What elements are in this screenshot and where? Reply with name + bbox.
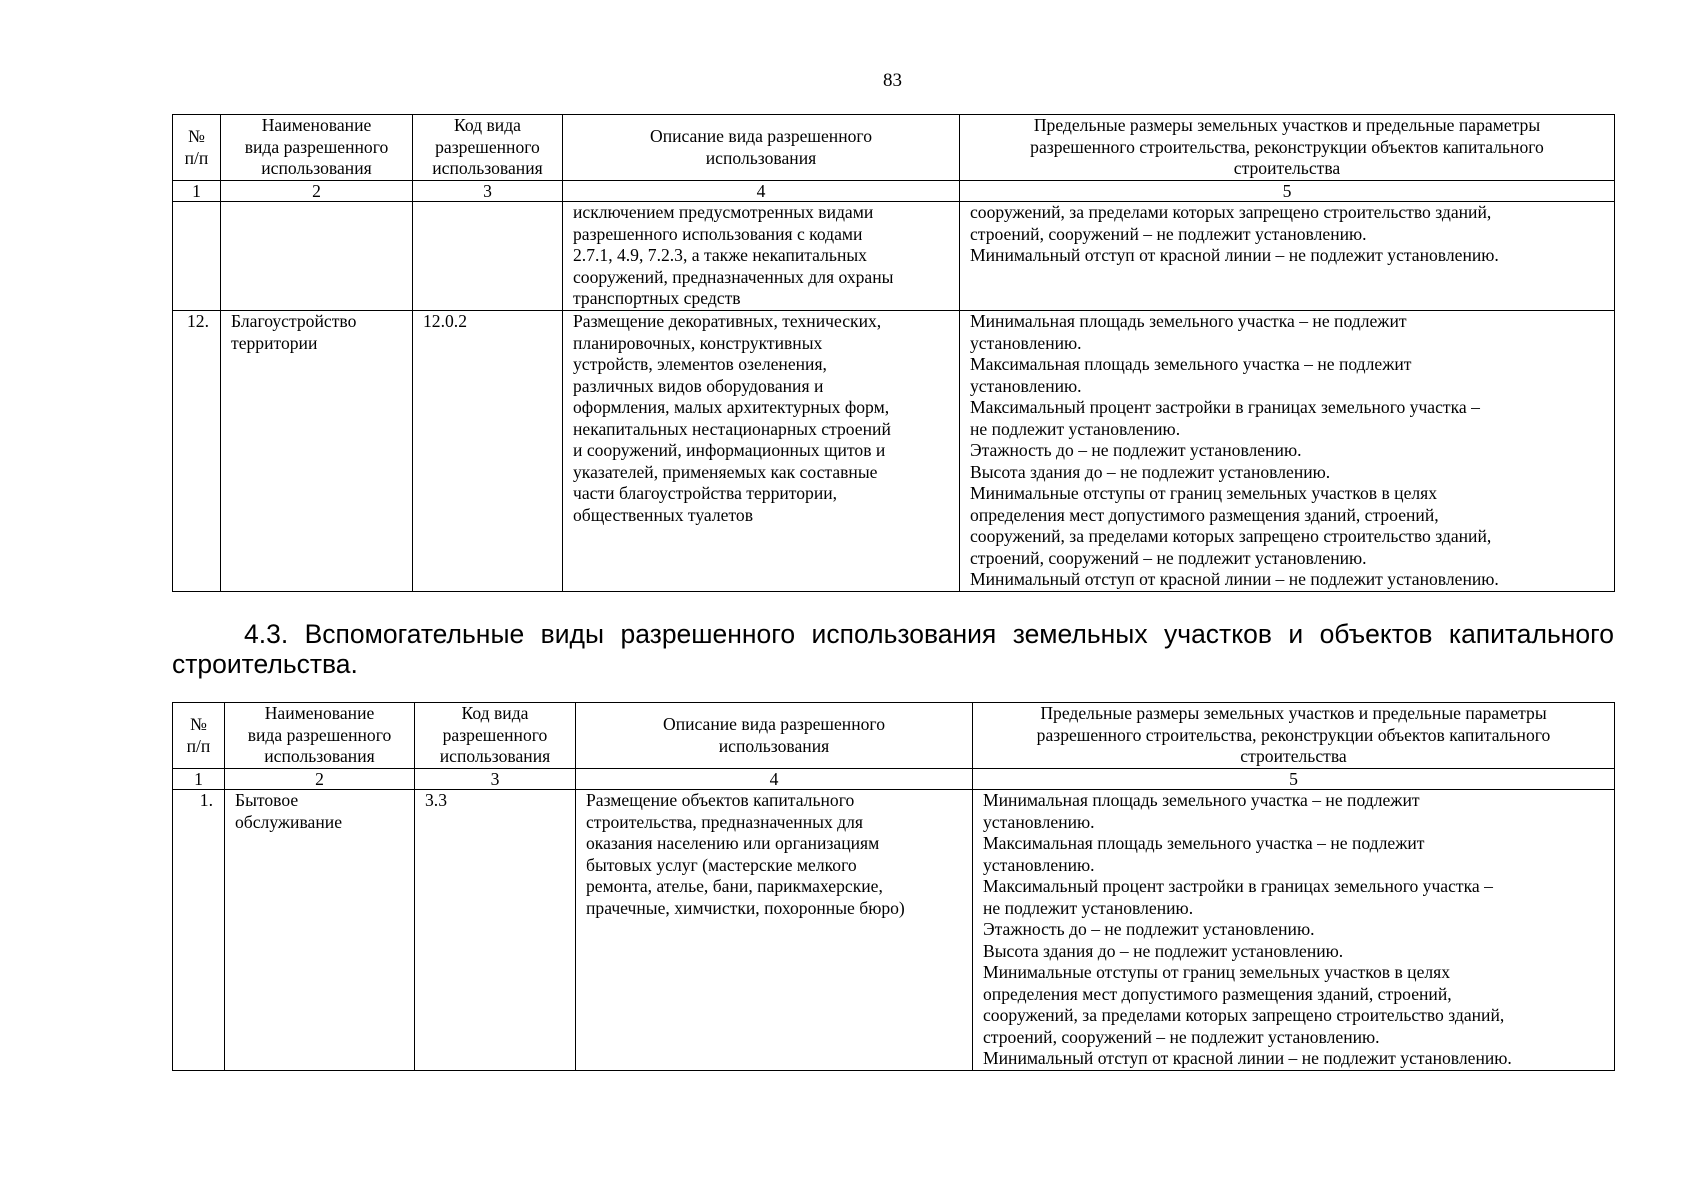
column-number: 5 [960, 181, 1615, 202]
use-code: 3.3 [415, 790, 576, 1071]
header-limit-parameters: Предельные размеры земельных участков и предельные параметры разрешенного строительства, реконструкции объектов капитального строительства [960, 115, 1615, 181]
use-name: Благоустройство территории [221, 311, 413, 592]
header-use-description: Описание вида разрешенного использования [563, 115, 960, 181]
header-use-description: Описание вида разрешенного использования [576, 703, 973, 769]
use-name: Бытовое обслуживание [225, 790, 415, 1071]
column-number: 1 [173, 181, 221, 202]
column-number: 4 [563, 181, 960, 202]
limit-parameters: сооружений, за пределами которых запрещено строительство зданий, строений, сооружений – не подлежит установлению. Минимальный отступ от красной линии – не подлежит установлению. [960, 202, 1615, 311]
column-number-row [173, 181, 1615, 202]
header-use-name: Наименование вида разрешенного использования [221, 115, 413, 181]
header-use-code: Код вида разрешенного использования [413, 115, 563, 181]
column-number-row [173, 769, 1615, 790]
column-number: 4 [576, 769, 973, 790]
header-use-code: Код вида разрешенного использования [415, 703, 576, 769]
column-number: 3 [415, 769, 576, 790]
use-description: исключением предусмотренных видами разрешенного использования с кодами 2.7.1, 4.9, 7.2.3, а также некапитальных сооружений, предназначенных для охраны транспортных средств [563, 202, 960, 311]
column-number: 2 [225, 769, 415, 790]
header-limit-parameters: Предельные размеры земельных участков и предельные параметры разрешенного строительства, реконструкции объектов капитального строительства [973, 703, 1615, 769]
table-header-row [173, 115, 1615, 181]
header-use-name: Наименование вида разрешенного использования [225, 703, 415, 769]
use-description: Размещение декоративных, технических, планировочных, конструктивных устройств, элементов озеленения, различных видов оборудования и оформления, малых архитектурных форм, некапитальных нестационарных строений и сооружений, информационных щитов и указателей, применяемых как составные части благоустройства территории, общественных туалетов [563, 311, 960, 592]
limit-parameters: Минимальная площадь земельного участка – не подлежит установлению. Максимальная площадь земельного участка – не подлежит установлению. Максимальный процент застройки в границах земельного участка – не подлежит установлению. Этажность до – не подлежит установлению. Высота здания до – не подлежит установлению. Минимальные отступы от границ земельных участков в целях определения мест допустимого размещения зданий, строений, сооружений, за пределами которых запрещено строительство зданий, строений, сооружений – не подлежит установлению. Минимальный отступ от красной линии – не подлежит установлению. [960, 311, 1615, 592]
limit-parameters: Минимальная площадь земельного участка – не подлежит установлению. Максимальная площадь земельного участка – не подлежит установлению. Максимальный процент застройки в границах земельного участка – не подлежит установлению. Этажность до – не подлежит установлению. Высота здания до – не подлежит установлению. Минимальные отступы от границ земельных участков в целях определения мест допустимого размещения зданий, строений, сооружений, за пределами которых запрещено строительство зданий, строений, сооружений – не подлежит установлению. Минимальный отступ от красной линии – не подлежит установлению. [973, 790, 1615, 1071]
header-number: № п/п [173, 703, 225, 769]
use-description: Размещение объектов капитального строительства, предназначенных для оказания населению или организациям бытовых услуг (мастерские мелкого ремонта, ателье, бани, парикмахерские, прачечные, химчистки, похоронные бюро) [576, 790, 973, 1071]
table-row-continuation [173, 202, 1615, 311]
row-number: 1. [173, 790, 225, 1071]
column-number: 3 [413, 181, 563, 202]
column-number: 1 [173, 769, 225, 790]
column-number: 2 [221, 181, 413, 202]
section-heading: 4.3. Вспомогательные виды разрешенного использования земельных участков и объектов капитального строительства. [172, 619, 1614, 679]
zoning-table-main [172, 114, 1615, 592]
zoning-table-auxiliary [172, 702, 1615, 1071]
use-code: 12.0.2 [413, 311, 563, 592]
table-row [173, 790, 1615, 1071]
page-number: 83 [883, 70, 902, 91]
header-number: № п/п [173, 115, 221, 181]
row-number: 12. [173, 311, 221, 592]
table-row [173, 311, 1615, 592]
column-number: 5 [973, 769, 1615, 790]
table-header-row [173, 703, 1615, 769]
